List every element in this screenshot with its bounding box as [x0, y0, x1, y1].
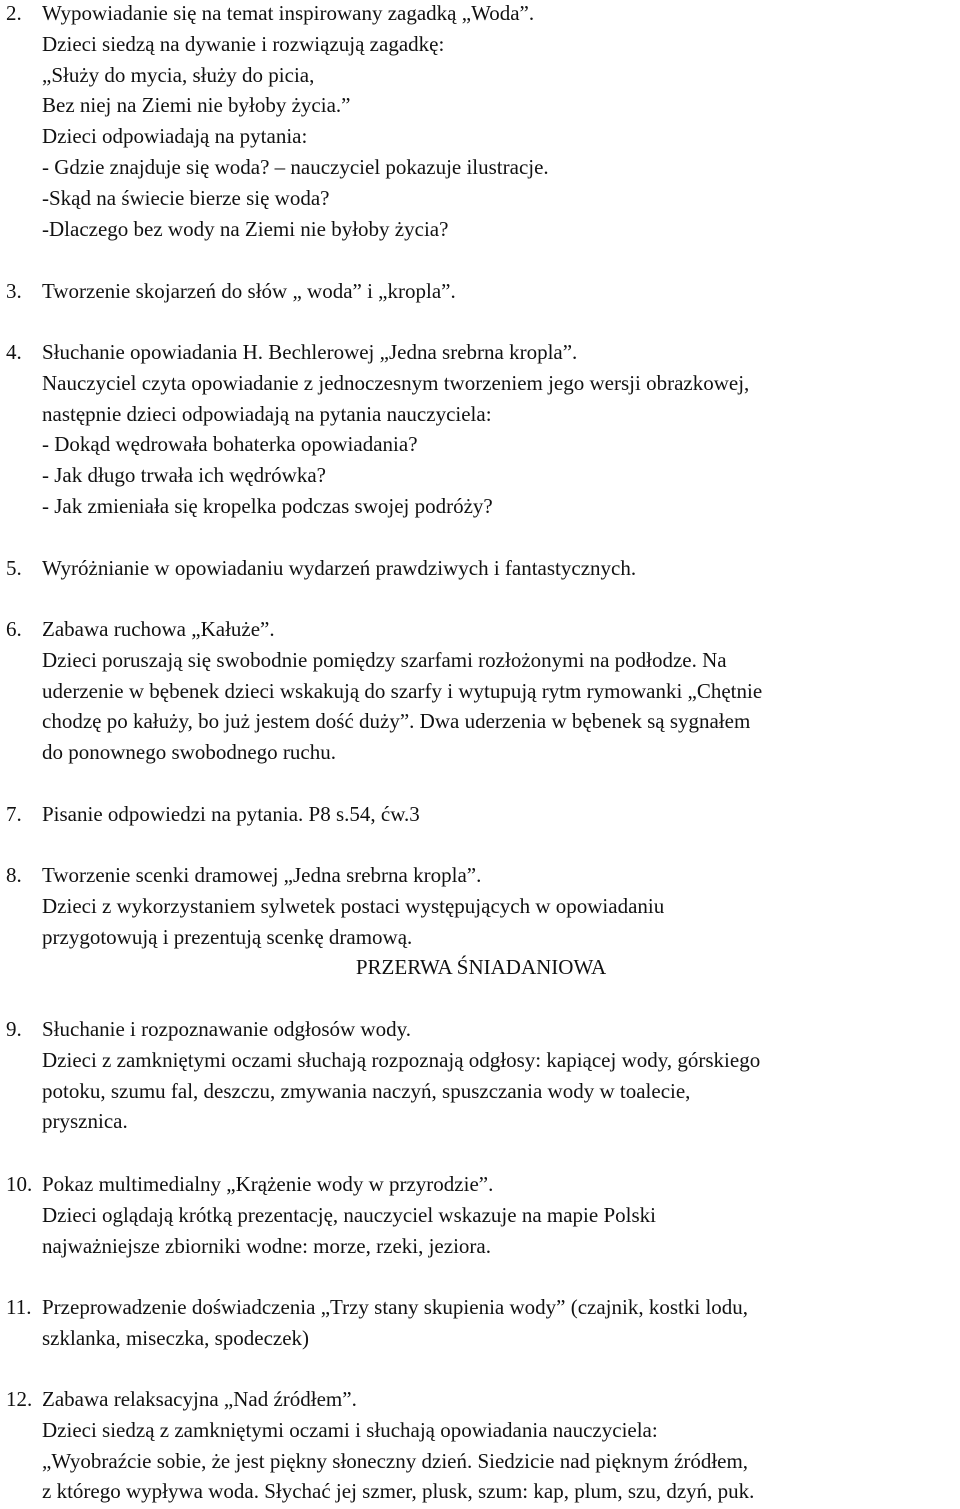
item-body: [42, 1292, 956, 1354]
item-line: najważniejsze zbiorniki wodne: morze, rzeki, jeziora.: [42, 1233, 491, 1258]
item-line: Dzieci siedzą na dywanie i rozwiązują zagadkę:: [42, 31, 445, 56]
item-line: -Skąd na świecie bierze się woda?: [42, 185, 330, 210]
item-line: - Jak zmieniała się kropelka podczas swojej podróży?: [42, 493, 493, 518]
item-line: z którego wypływa woda. Słychać jej szmer, plusk, szum: kap, plum, szu, dzyń, puk.: [42, 1479, 755, 1504]
item-line: przygotowują i prezentują scenkę dramową.: [42, 924, 413, 949]
item-line: następnie dzieci odpowiadają na pytania nauczyciela:: [42, 401, 492, 426]
item-line: potoku, szumu fal, deszczu, zmywania naczyń, spuszczania wody w toalecie,: [42, 1078, 691, 1103]
item-body: [42, 0, 956, 244]
item-line: Dzieci odpowiadają na pytania:: [42, 124, 308, 149]
item-line: Zabawa ruchowa „Kałuże”.: [42, 617, 275, 641]
item-body: [42, 1014, 956, 1137]
item-line: prysznica.: [42, 1109, 128, 1134]
item-body: [42, 1384, 956, 1507]
item-line: -Dlaczego bez wody na Ziemi nie byłoby życia?: [42, 216, 449, 241]
item-body: [42, 799, 956, 830]
item-number: 4.: [6, 340, 22, 364]
item-line: - Gdzie znajduje się woda? – nauczyciel pokazuje ilustracje.: [42, 154, 549, 179]
item-line: Dzieci siedzą z zamkniętymi oczami i słuchają opowiadania nauczyciela:: [42, 1417, 658, 1442]
item-number: 5.: [6, 556, 22, 580]
item-line: Nauczyciel czyta opowiadanie z jednoczesnym tworzeniem jego wersji obrazkowej,: [42, 370, 750, 395]
list-item-6: [6, 614, 956, 768]
item-line: Dzieci z wykorzystaniem sylwetek postaci występujących w opowiadaniu: [42, 893, 665, 918]
item-body: [42, 614, 956, 768]
item-line: do ponownego swobodnego ruchu.: [42, 740, 336, 765]
item-line: Słuchanie opowiadania H. Bechlerowej „Jedna srebrna kropla”.: [42, 340, 578, 364]
item-number: 11.: [6, 1295, 32, 1319]
item-line: Wyróżnianie w opowiadaniu wydarzeń prawdziwych i fantastycznych.: [42, 556, 637, 580]
item-body: [42, 1169, 956, 1261]
list-item-7: [6, 799, 956, 830]
item-line: Przeprowadzenie doświadczenia „Trzy stany skupienia wody” (czajnik, kostki lodu,: [42, 1295, 749, 1319]
item-number: 9.: [6, 1017, 22, 1041]
item-line: Pisanie odpowiedzi na pytania. P8 s.54, ćw.3: [42, 802, 420, 826]
item-number: 10.: [6, 1172, 33, 1196]
item-line: szklanka, miseczka, spodeczek): [42, 1325, 310, 1350]
item-line: Tworzenie skojarzeń do słów „ woda” i „kropla”.: [42, 279, 456, 303]
item-line: Dzieci z zamkniętymi oczami słuchają rozpoznają odgłosy: kapiącej wody, górskiego: [42, 1047, 761, 1072]
item-line: uderzenie w bębenek dzieci wskakują do szarfy i wytupują rytm rymowanki „Chętnie: [42, 678, 763, 703]
item-number: 12.: [6, 1387, 33, 1411]
item-body: [42, 337, 956, 522]
item-line: Bez niej na Ziemi nie byłoby życia.”: [42, 93, 351, 118]
item-number: 8.: [6, 863, 22, 887]
list-item-11: [6, 1292, 956, 1354]
list-item-10: [6, 1169, 956, 1261]
item-number: 2.: [6, 1, 22, 25]
list-item-3: [6, 276, 956, 307]
item-line: „Wyobraźcie sobie, że jest piękny słoneczny dzień. Siedzicie nad pięknym źródłem,: [42, 1448, 749, 1473]
section-heading: PRZERWA ŚNIADANIOWA: [355, 955, 607, 980]
item-line: Tworzenie scenki dramowej „Jedna srebrna kropla”.: [42, 863, 482, 887]
item-number: 7.: [6, 802, 22, 826]
item-line: - Dokąd wędrowała bohaterka opowiadania?: [42, 432, 418, 457]
list-item-12: [6, 1384, 956, 1507]
item-body: [42, 276, 956, 307]
list-item-5: [6, 553, 956, 584]
item-body: [42, 860, 956, 983]
list-item-8: [6, 860, 956, 983]
item-line: Dzieci oglądają krótką prezentację, nauczyciel wskazuje na mapie Polski: [42, 1202, 656, 1227]
item-line: Pokaz multimedialny „Krążenie wody w przyrodzie”.: [42, 1172, 494, 1196]
item-line: Słuchanie i rozpoznawanie odgłosów wody.: [42, 1017, 411, 1041]
item-line: „Służy do mycia, służy do picia,: [42, 62, 315, 87]
item-line: Zabawa relaksacyjna „Nad źródłem”.: [42, 1387, 357, 1411]
item-line: Wypowiadanie się na temat inspirowany zagadką „Woda”.: [42, 1, 535, 25]
item-line: chodzę po kałuży, bo już jestem dość duży”. Dwa uderzenia w bębenek są sygnałem: [42, 709, 751, 734]
list-item-4: [6, 337, 956, 522]
list-item-2: [6, 0, 956, 244]
item-body: [42, 553, 956, 584]
item-line: - Jak długo trwała ich wędrówka?: [42, 463, 326, 488]
item-number: 6.: [6, 617, 22, 641]
item-number: 3.: [6, 279, 22, 303]
item-line: Dzieci poruszają się swobodnie pomiędzy szarfami rozłożonymi na podłodze. Na: [42, 647, 727, 672]
list-item-9: [6, 1014, 956, 1137]
